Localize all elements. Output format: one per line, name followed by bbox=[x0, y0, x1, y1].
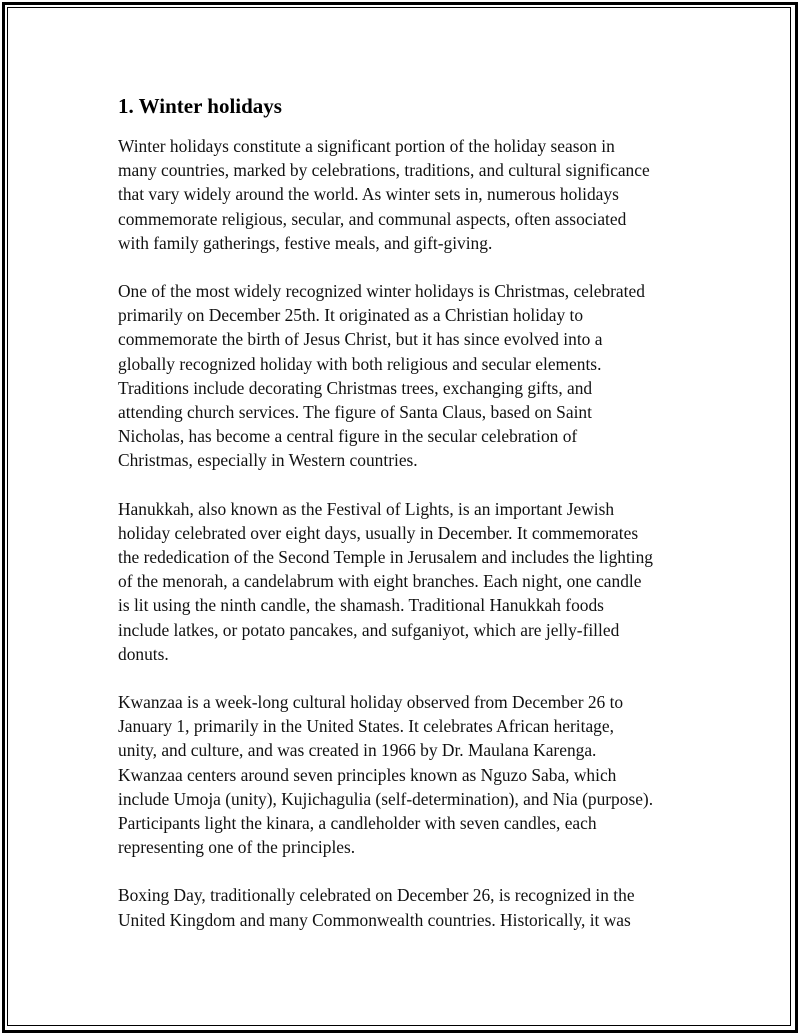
text-line: the rededication of the Second Temple in Jerusalem and includes the lighting bbox=[118, 547, 654, 568]
text-line: Winter holidays constitute a significant portion of the holiday season in bbox=[118, 136, 615, 156]
text-line: United Kingdom and many Commonwealth countries. Historically, it was bbox=[118, 909, 631, 930]
text-line: holiday celebrated over eight days, usually in December. It commemorates bbox=[118, 522, 639, 543]
text-line: Traditions include decorating Christmas trees, exchanging gifts, and bbox=[118, 377, 593, 398]
text-line: One of the most widely recognized winter holidays is Christmas, celebrated bbox=[118, 281, 645, 302]
paragraph-kwanzaa bbox=[118, 690, 698, 859]
text-line: unity, and culture, and was created in 1966 by Dr. Maulana Karenga. bbox=[118, 740, 597, 761]
text-line: Boxing Day, traditionally celebrated on December 26, is recognized in the bbox=[118, 885, 635, 906]
text-line: many countries, marked by celebrations, traditions, and cultural significance bbox=[118, 160, 650, 181]
text-line: donuts. bbox=[118, 643, 169, 664]
paragraph-intro bbox=[118, 134, 698, 255]
text-line: attending church services. The figure of Santa Claus, based on Saint bbox=[118, 402, 592, 423]
text-line: Christmas, especially in Western countries. bbox=[118, 450, 418, 471]
text-line: of the menorah, a candelabrum with eight branches. Each night, one candle bbox=[118, 571, 642, 592]
text-line: January 1, primarily in the United States. It celebrates African heritage, bbox=[118, 716, 614, 737]
paragraph-boxing-day bbox=[118, 883, 698, 931]
text-line: commemorate the birth of Jesus Christ, but it has since evolved into a bbox=[118, 329, 603, 350]
section-title: 1. Winter holidays bbox=[118, 94, 282, 118]
text-line: Hanukkah, also known as the Festival of Lights, is an important Jewish bbox=[118, 498, 615, 519]
text-line: Kwanzaa centers around seven principles known as Nguzo Saba, which bbox=[118, 764, 617, 785]
text-line: include latkes, or potato pancakes, and sufganiyot, which are jelly-filled bbox=[118, 619, 620, 640]
text-line: with family gatherings, festive meals, and gift-giving. bbox=[118, 232, 493, 253]
text-line: Nicholas, has become a central figure in the secular celebration of bbox=[118, 426, 578, 447]
text-line: primarily on December 25th. It originated as a Christian holiday to bbox=[118, 305, 584, 326]
text-line: representing one of the principles. bbox=[118, 837, 356, 858]
text-line: is lit using the ninth candle, the shamash. Traditional Hanukkah foods bbox=[118, 595, 604, 616]
text-line: commemorate religious, secular, and communal aspects, often associated bbox=[118, 208, 627, 229]
paragraph-christmas bbox=[118, 279, 698, 473]
text-line: Kwanzaa is a week-long cultural holiday observed from December 26 to bbox=[118, 692, 624, 713]
text-line: globally recognized holiday with both religious and secular elements. bbox=[118, 353, 602, 374]
text-line: that vary widely around the world. As winter sets in, numerous holidays bbox=[118, 184, 619, 205]
paragraph-hanukkah bbox=[118, 497, 698, 666]
text-line: include Umoja (unity), Kujichagulia (self-determination), and Nia (purpose). bbox=[118, 788, 654, 809]
document-page bbox=[118, 92, 698, 956]
text-line: Participants light the kinara, a candleholder with seven candles, each bbox=[118, 813, 597, 834]
